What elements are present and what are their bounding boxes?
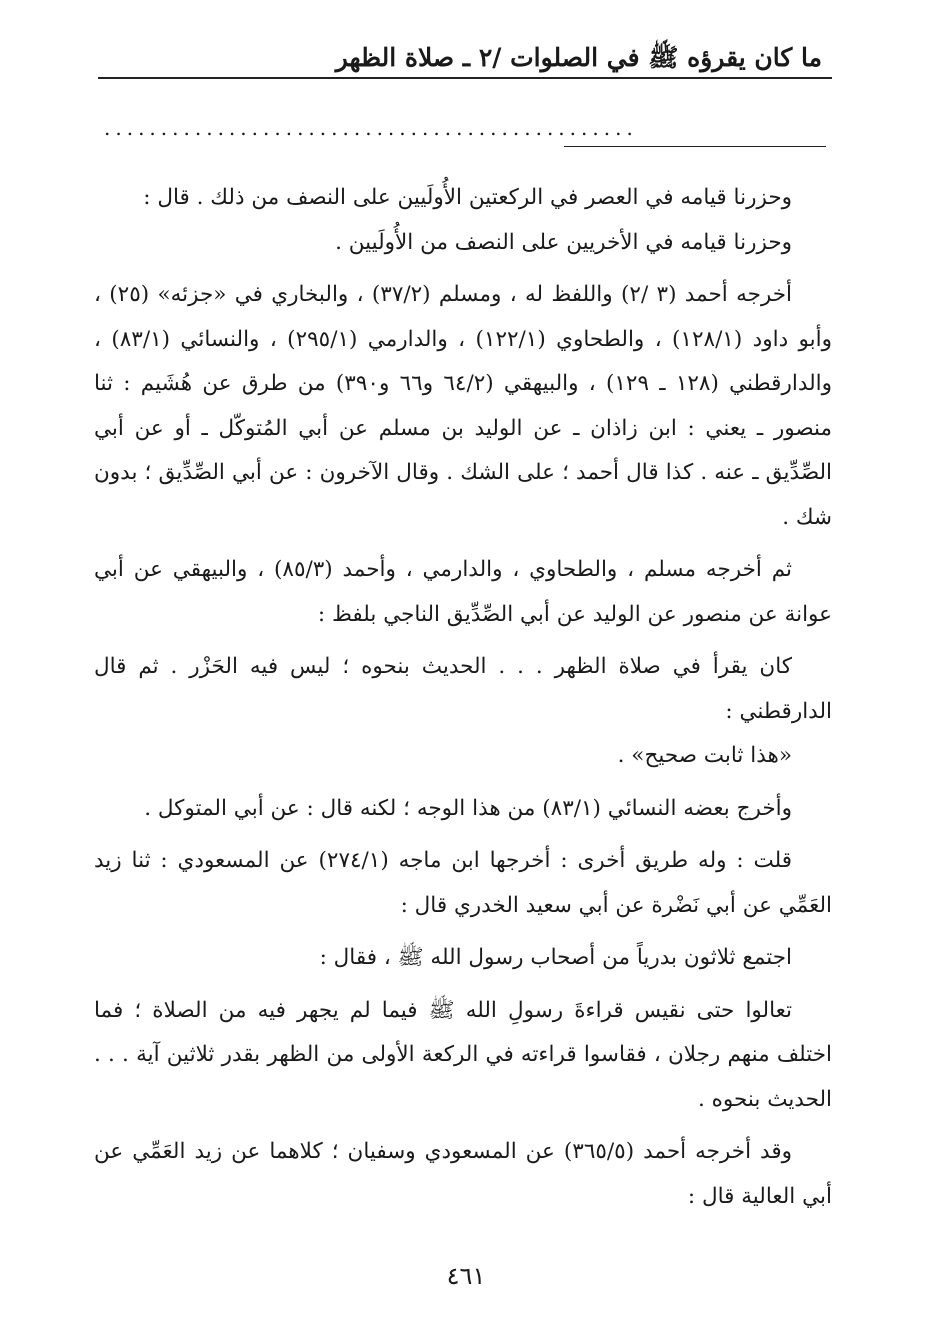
text-paragraph: وحزرنا قيامه في الأخريين على النصف من الأُولَيين . bbox=[335, 229, 792, 255]
running-header: ما كان يقرؤه ﷺ في الصلوات /٢ ـ صلاة الظهر bbox=[335, 43, 822, 72]
text-paragraph: أخرجه أحمد (٣ /٢) واللفظ له ، ومسلم (٣٧/٢) ، والبخاري في «جزئه» (٢٥) ، وأبو داود (١٢٨/١) ، والطحاوي (١٢٢/١) ، والدارمي (٢٩٥/١) ، والنسائي (٨٣/١) ، والدارقطني (١٢٨ ـ ١٢٩) ، والبيهقي (٦٤/٢ و٦٦ و٣٩٠) من طرق عن هُشَيم : ثنا منصور ـ يعني : ابن زاذان ـ عن الوليد بن مسلم عن أبي المُتوكّل ـ أو عن أبي الصِّدِّيق ـ عنه . كذا قال أحمد ؛ على الشك . وقال الآخرون : عن أبي الصِّدِّيق ؛ بدون شك . bbox=[94, 282, 833, 530]
text-paragraph: كان يقرأ في صلاة الظهر . . . الحديث بنحوه ؛ ليس فيه الحَزْر . ثم قال الدارقطني : bbox=[94, 654, 832, 724]
text-paragraph: وقد أخرجه أحمد (٣٦٥/٥) عن المسعودي وسفيان ؛ كلاهما عن زيد العَمِّي عن أبي العالية قال : bbox=[94, 1139, 832, 1209]
text-paragraph: «هذا ثابت صحيح» . bbox=[617, 743, 792, 768]
text-paragraph: ثم أخرجه مسلم ، والطحاوي ، والدارمي ، وأحمد (٨٥/٣) ، والبيهقي عن أبي عوانة عن منصور عن الوليد عن أبي الصِّدِّيق الناجي بلفظ : bbox=[94, 557, 832, 627]
footnote-rule bbox=[564, 146, 826, 147]
text-paragraph: تعالوا حتى نقيس قراءةَ رسولِ الله ﷺ فيما لم يجهر فيه من الصلاة ؛ فما اختلف منهم رجلان ، فقاسوا قراءته في الركعة الأولى من الظهر بقدر ثلاثين آية . . . الحديث بنحوه . bbox=[94, 997, 832, 1112]
page-number: ٤٦١ bbox=[446, 1262, 486, 1290]
text-paragraph: قلت : وله طريق أخرى : أخرجها ابن ماجه (٢٧٤/١) عن المسعودي : ثنا زيد العَمِّي عن أبي نَضْرة عن أبي سعيد الخدري قال : bbox=[94, 848, 832, 918]
text-paragraph: وأخرج بعضه النسائي (٨٣/١) من هذا الوجه ؛ لكنه قال : عن أبي المتوكل . bbox=[144, 795, 792, 821]
header-rule bbox=[98, 77, 832, 79]
dotted-separator: ............................................... bbox=[104, 118, 638, 138]
page-body bbox=[94, 176, 832, 1227]
text-paragraph: وحزرنا قيامه في العصر في الركعتين الأُولَيين على النصف من ذلك . قال : bbox=[143, 185, 792, 210]
text-paragraph: اجتمع ثلاثون بدرياً من أصحاب رسول الله ﷺ ، فقال : bbox=[319, 945, 792, 970]
